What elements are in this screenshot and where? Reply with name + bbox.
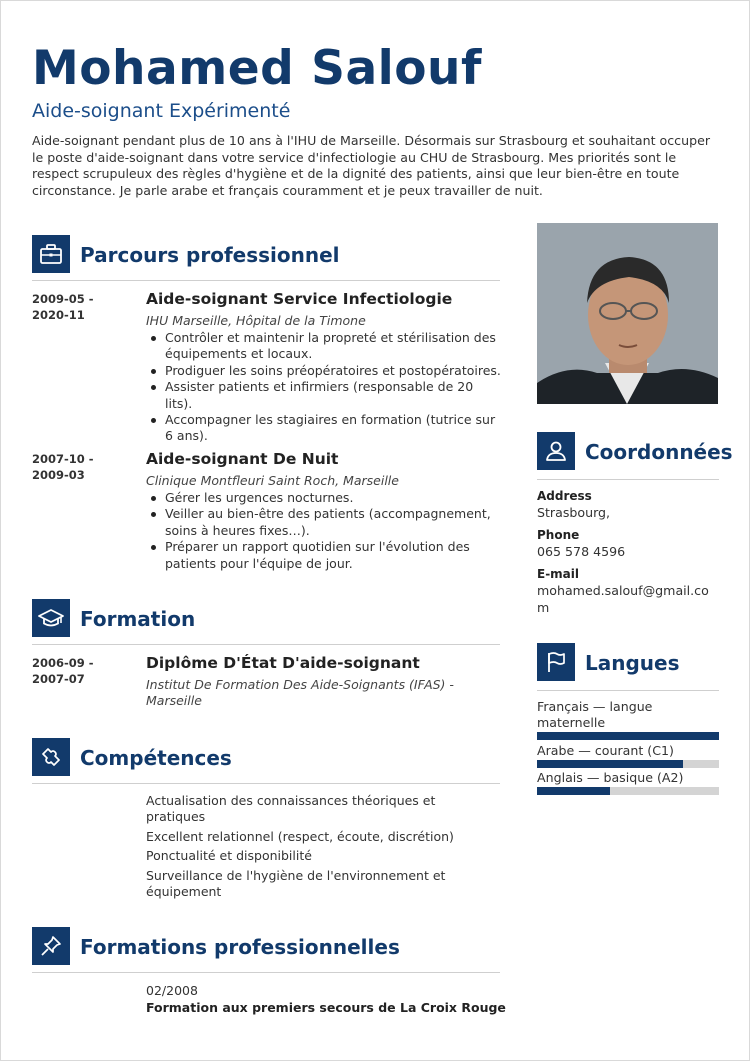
training-section-header <box>32 927 500 973</box>
task-item: Accompagner les stagiaires en formation (tutrice sur 6 ans). <box>146 412 502 445</box>
contact-section-title: Coordonnées <box>585 440 733 464</box>
language-level-bar <box>537 787 719 795</box>
profile-photo <box>537 223 718 404</box>
experience-date: 2009-05 - 2020-11 <box>32 292 94 322</box>
skill-item: Surveillance de l'hygiène de l'environnement et équipement <box>146 867 446 900</box>
flag-icon <box>537 643 575 681</box>
job-title: Aide-soignant De Nuit <box>146 450 339 468</box>
degree-title: Diplôme D'État D'aide-soignant <box>146 654 420 672</box>
language-label: Arabe — courant (C1) <box>537 743 674 758</box>
task-list <box>146 490 502 572</box>
job-title: Aide-soignant Service Infectiologie <box>146 290 453 308</box>
graduation-cap-icon <box>32 599 70 637</box>
skill-item: Ponctualité et disponibilité <box>146 848 312 864</box>
task-item: Préparer un rapport quotidien sur l'évolution des patients pour l'équipe de jour. <box>146 539 502 572</box>
puzzle-icon <box>32 738 70 776</box>
contact-section-header <box>537 432 733 480</box>
language-level-bar <box>537 760 719 768</box>
employer: IHU Marseille, Hôpital de la Timone <box>146 313 366 328</box>
task-item: Assister patients et infirmiers (responsable de 20 lits). <box>146 379 502 412</box>
phone-label: Phone <box>537 528 580 542</box>
language-level-bar <box>537 732 719 740</box>
school-name: Institut De Formation Des Aide-Soignants (IFAS) - Marseille <box>146 677 454 708</box>
language-item <box>537 770 719 795</box>
pushpin-icon <box>32 927 70 965</box>
candidate-name: Mohamed Salouf <box>32 41 482 96</box>
education-section-title: Formation <box>80 607 196 631</box>
briefcase-icon <box>32 235 70 273</box>
task-item: Prodiguer les soins préopératoires et postopératoires. <box>146 363 502 379</box>
employer: Clinique Montfleuri Saint Roch, Marseille <box>146 473 399 488</box>
address-value: Strasbourg, <box>537 505 611 520</box>
experience-section-title: Parcours professionnel <box>80 243 340 267</box>
skills-section-header <box>32 738 500 784</box>
language-level-fill <box>537 760 683 768</box>
education-date: 2006-09 - 2007-07 <box>32 656 94 686</box>
contact-phone <box>537 527 717 560</box>
task-item: Contrôler et maintenir la propreté et stérilisation des équipements et locaux. <box>146 330 502 363</box>
skills-section-title: Compétences <box>80 746 232 770</box>
experience-section-header <box>32 235 500 281</box>
experience-date: 2007-10 - 2009-03 <box>32 452 94 482</box>
phone-value: 065 578 4596 <box>537 544 626 559</box>
user-icon <box>537 432 575 470</box>
language-level-fill <box>537 787 610 795</box>
languages-section-header <box>537 643 719 691</box>
skills-list <box>146 793 466 903</box>
language-item <box>537 699 719 740</box>
training-name: Formation aux premiers secours de La Croix Rouge <box>146 1000 506 1015</box>
profile-summary: Aide-soignant pendant plus de 10 ans à l'IHU de Marseille. Désormais sur Strasbourg et souhaitant occuper le poste d'aide-soignant dans votre service d'infectiologie au CHU de Strasbourg. Mes priorités sont le respect scrupuleux des règles d'hygiène et de la dignité des patients, ainsi que leur bien-être en toute circonstance. Je parle arabe et français couramment et je peux travailler de nuit. <box>32 133 711 198</box>
training-section-title: Formations professionnelles <box>80 935 400 959</box>
language-item <box>537 743 719 768</box>
task-item: Veiller au bien-être des patients (accompagnement, soins à heures fixes…). <box>146 506 502 539</box>
contact-email <box>537 566 717 616</box>
training-date: 02/2008 <box>146 983 198 998</box>
contact-address <box>537 488 717 521</box>
languages-section-title: Langues <box>585 651 680 675</box>
address-label: Address <box>537 489 592 503</box>
language-label: Français — langue maternelle <box>537 699 653 730</box>
language-level-fill <box>537 732 719 740</box>
email-label: E-mail <box>537 567 580 581</box>
task-list <box>146 330 502 445</box>
task-item: Gérer les urgences nocturnes. <box>146 490 502 506</box>
candidate-title: Aide-soignant Expérimenté <box>32 100 291 122</box>
email-value: mohamed.salouf@gmail.com <box>537 583 709 615</box>
language-label: Anglais — basique (A2) <box>537 770 684 785</box>
education-section-header <box>32 599 500 645</box>
skill-item: Excellent relationnel (respect, écoute, discrétion) <box>146 828 454 844</box>
skill-item: Actualisation des connaissances théoriques et pratiques <box>146 793 436 825</box>
training-entry <box>146 983 506 1016</box>
